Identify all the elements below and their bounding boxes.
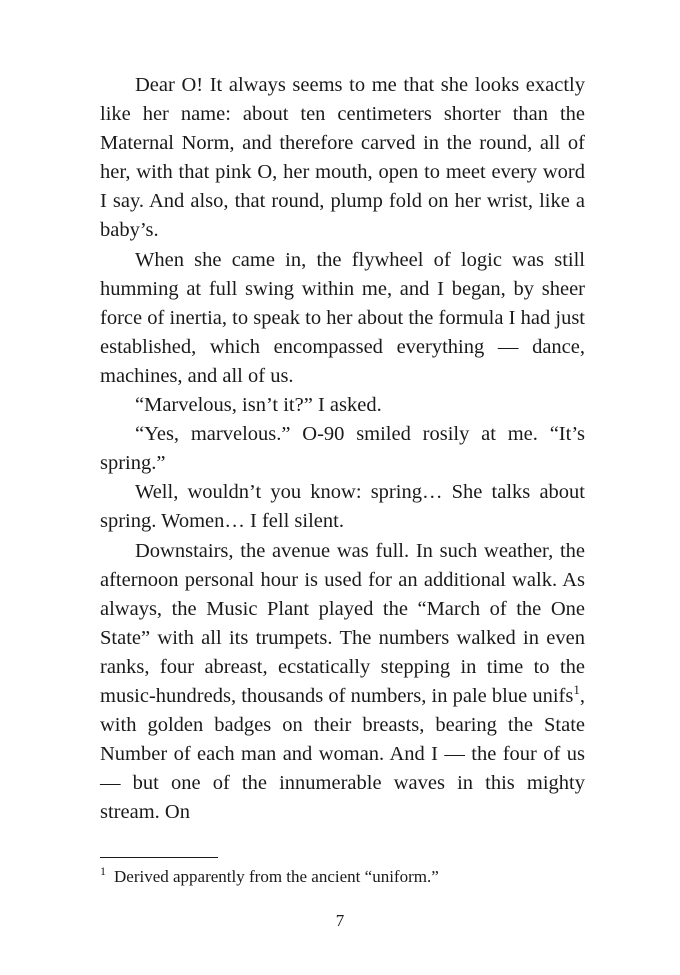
paragraph: “Marvelous, isn’t it?” I asked. <box>135 394 382 417</box>
paragraph: “Yes, marvelous.” O-90 smiled rosily at me. “It’s spring.” <box>100 423 585 475</box>
footnote-text: Derived apparently from the ancient “uniform.” <box>114 867 439 886</box>
paragraph: Dear O! It always seems to me that she looks exactly like her name: about ten centimeters shorter than the Maternal Norm, and therefore carved in the round, all of her, with that pink O, her mouth, open to meet every word I say. And also, that round, plump fold on her wrist, like a baby’s. <box>100 74 585 242</box>
paragraph <box>100 537 585 828</box>
paragraph-text: , with golden badges on their breasts, bearing the State Number of each man and woman. And I — the four of us — but one of the innumerable waves in this mighty stream. On <box>100 684 585 824</box>
body-text <box>100 71 585 827</box>
footnote-divider <box>100 857 218 858</box>
page-number: 7 <box>335 911 345 930</box>
footnote-reference[interactable]: 1 <box>573 681 580 697</box>
paragraph: When she came in, the flywheel of logic was still humming at full swing within me, and I began, by sheer force of inertia, to speak to her about the formula I had just established, which encompassed everything — dance, machines, and all of us. <box>100 248 585 387</box>
paragraph: Well, wouldn’t you know: spring… She talks about spring. Women… I fell silent. <box>100 481 585 533</box>
footnote-marker: 1 <box>100 864 106 878</box>
paragraph-text: Downstairs, the avenue was full. In such weather, the afternoon personal hour is used for an additional walk. As always, the Music Plant played the “March of the One State” with all its trumpets. The numbers walked in even ranks, four abreast, ecstatically stepping in time to the music-hundreds, thousands of numbers, in pale blue unifs <box>100 539 585 707</box>
footnote <box>100 866 439 888</box>
